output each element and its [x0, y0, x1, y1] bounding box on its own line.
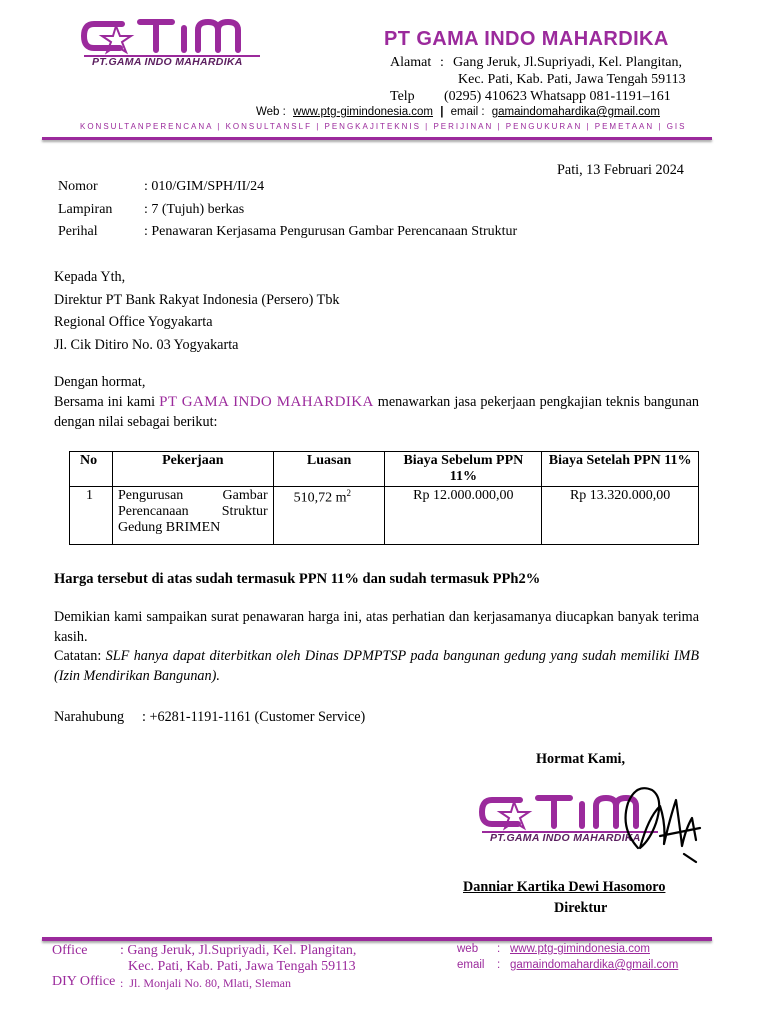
- table-row: [70, 487, 699, 545]
- place-date: Pati, 13 Februari 2024: [557, 162, 684, 178]
- footer-web-colon: :: [497, 943, 501, 955]
- footer-email-link[interactable]: gamaindomahardika@gmail.com: [510, 959, 679, 971]
- meta-label: Lampiran: [58, 202, 113, 217]
- header-address-label: Alamat: [390, 55, 432, 70]
- sign-off: Hormat Kami,: [536, 751, 626, 767]
- table-header-after: Biaya Setelah PPN 11%: [542, 452, 699, 487]
- table-header-no: No: [70, 452, 113, 487]
- footer-email-label: email: [457, 959, 485, 971]
- footer-divider: [42, 937, 712, 941]
- recipient-block: [54, 266, 340, 356]
- area-value: 510,72 m: [293, 490, 347, 506]
- contact-value: : +6281-1191-1161 (Customer Service): [142, 709, 366, 725]
- header-address-line1: Gang Jeruk, Jl.Supriyadi, Kel. Plangitan,: [453, 55, 683, 70]
- contact-label: Narahubung: [54, 709, 125, 725]
- header-separator: |: [440, 106, 444, 118]
- table-cell-after: Rp 13.320.000,00: [542, 487, 699, 545]
- meta-value: : 7 (Tujuh) berkas: [144, 202, 245, 217]
- meta-value: : 010/GIM/SPH/II/24: [144, 179, 265, 194]
- meta-label: Nomor: [58, 179, 98, 194]
- note-text: SLF hanya dapat diterbitkan oleh Dinas DPMPTSP pada bangunan gedung yang sudah memiliki IMB (Izin Mendirikan Bangunan).: [54, 648, 700, 684]
- footer-email-colon: :: [497, 959, 501, 971]
- recipient-line: Regional Office Yogyakarta: [54, 314, 213, 330]
- table-cell-job: Pengurusan Gambar Perencanaan Struktur Gedung BRIMEN: [112, 487, 273, 545]
- logo-caption: PT.GAMA INDO MAHARDIKA: [490, 832, 641, 844]
- header-phone-label: Telp: [390, 89, 415, 104]
- intro-after: menawarkan jasa pekerjaan pengkajian teknis bangunan dengan nilai sebagai berikut:: [54, 394, 699, 430]
- closing-paragraph: Demikian kami sampaikan surat penawaran harga ini, atas perhatian dan kerjasamanya diucapkan banyak terima kasih.: [54, 609, 699, 645]
- company-name: PT GAMA INDO MAHARDIKA: [384, 28, 669, 50]
- logo-mark-icon: [80, 16, 265, 60]
- header-email-link[interactable]: gamaindomahardika@gmail.com: [491, 106, 660, 118]
- table-cell-no: 1: [70, 487, 113, 545]
- table-cell-area: [273, 487, 385, 545]
- area-unit-superscript: 2: [346, 488, 352, 498]
- footer-office-line1: : Gang Jeruk, Jl.Supriyadi, Kel. Plangitan,: [120, 943, 357, 958]
- meta-perihal: [58, 224, 517, 240]
- greeting: Dengan hormat,: [54, 374, 146, 390]
- table-header-area: Luasan: [273, 452, 385, 487]
- offer-table: [69, 451, 699, 545]
- recipient-line: Direktur PT Bank Rakyat Indonesia (Persero) Tbk: [54, 291, 340, 308]
- header-address-line2: Kec. Pati, Kab. Pati, Jawa Tengah 59113: [458, 72, 686, 87]
- price-note: Harga tersebut di atas sudah termasuk PPN 11% dan sudah termasuk PPh2%: [54, 571, 541, 587]
- footer-office-label: Office: [52, 943, 88, 958]
- table-header-job: Pekerjaan: [112, 452, 273, 487]
- signatory-name: Danniar Kartika Dewi Hasomoro: [463, 879, 666, 895]
- signatory-title: Direktur: [554, 900, 608, 916]
- table-header-before: Biaya Sebelum PPN 11%: [385, 452, 542, 487]
- footer-web-link[interactable]: www.ptg-gimindonesia.com: [510, 943, 650, 955]
- footer-diy-label: DIY Office: [52, 974, 116, 989]
- header-web-line: [256, 106, 660, 118]
- header-address-colon: :: [440, 55, 444, 70]
- header-web-link[interactable]: www.ptg-gimindonesia.com: [293, 106, 434, 118]
- logo-caption: PT.GAMA INDO MAHARDIKA: [92, 56, 243, 68]
- intro-before: Bersama ini kami: [54, 394, 156, 410]
- meta-value: : Penawaran Kerjasama Pengurusan Gambar Perencanaan Struktur: [144, 224, 518, 239]
- meta-lampiran: [58, 202, 244, 218]
- header-divider: [42, 137, 712, 140]
- services-list: KONSULTANPERENCANA | KONSULTANSLF | PENGKAJITEKNIS | PERIJINAN | PENGUKURAN | PEMETAAN | GIS: [80, 122, 687, 131]
- table-header-row: [70, 452, 699, 487]
- header-web-label: Web :: [256, 106, 286, 118]
- intro-company-name: PT GAMA INDO MAHARDIKA: [159, 394, 374, 410]
- handwritten-signature-icon: [600, 778, 710, 868]
- company-logo: [80, 16, 265, 76]
- recipient-line: Kepada Yth,: [54, 269, 126, 285]
- footer-web-label: web: [457, 943, 479, 955]
- meta-nomor: [58, 179, 264, 195]
- footer-office-line2: Kec. Pati, Kab. Pati, Jawa Tengah 59113: [128, 959, 356, 974]
- meta-label: Perihal: [58, 224, 98, 239]
- table-cell-before: Rp 12.000.000,00: [385, 487, 542, 545]
- intro-paragraph: [54, 392, 699, 432]
- note-paragraph: [54, 646, 699, 686]
- contact-line: [54, 707, 365, 727]
- header-phone-value: (0295) 410623 Whatsapp 081-1191–161: [444, 89, 671, 104]
- note-label: Catatan:: [54, 648, 102, 664]
- header-email-label: email :: [450, 106, 485, 118]
- footer-diy-value: : Jl. Monjali No. 80, Mlati, Sleman: [120, 976, 291, 990]
- recipient-line: Jl. Cik Ditiro No. 03 Yogyakarta: [54, 336, 239, 353]
